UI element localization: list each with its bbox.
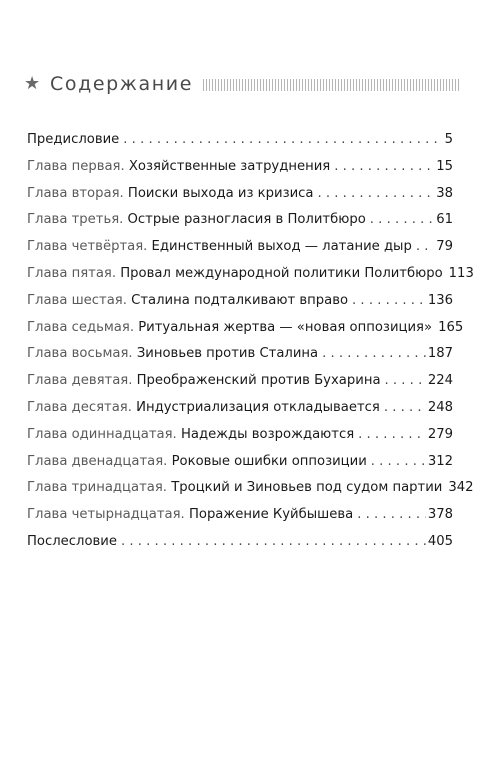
- dot-leader: [358, 427, 426, 442]
- chapter-label: Глава восьмая.: [27, 346, 133, 362]
- chapter-label: Глава первая.: [27, 158, 125, 174]
- page-number: 378: [427, 507, 453, 523]
- toc-entry[interactable]: [27, 265, 474, 293]
- page-number: 312: [427, 453, 453, 469]
- dot-leader: [370, 212, 434, 227]
- header-rule: [203, 79, 460, 91]
- page-number: 5: [444, 132, 453, 147]
- dot-leader: [385, 373, 426, 388]
- chapter-label: Глава десятая.: [27, 399, 132, 415]
- dot-leader: [371, 454, 426, 469]
- toc-entry[interactable]: [27, 454, 453, 481]
- page-number: 405: [427, 533, 453, 549]
- page-number: 187: [427, 346, 453, 362]
- dot-leader: [357, 507, 426, 522]
- page-number: 342: [448, 480, 474, 496]
- page-number: 224: [427, 373, 453, 389]
- chapter-title: Индустриализация откладывается: [136, 399, 380, 415]
- star-icon: ★: [24, 73, 41, 94]
- toc-entry[interactable]: [27, 319, 464, 347]
- toc-entry[interactable]: [27, 346, 453, 373]
- chapter-title: Провал международной политики Политбюро: [120, 265, 443, 281]
- page-number: 165: [438, 319, 464, 335]
- chapter-label: Глава пятая.: [27, 265, 117, 281]
- toc-entry[interactable]: [27, 480, 474, 507]
- toc-entry[interactable]: [27, 400, 453, 427]
- dot-leader: [317, 186, 434, 201]
- page-number: 279: [427, 426, 453, 442]
- page-number: 113: [448, 265, 474, 281]
- chapter-title: Хозяйственные затруднения: [128, 158, 331, 174]
- dot-leader: [352, 293, 426, 308]
- dot-leader: [384, 400, 426, 415]
- chapter-title: Предисловие: [27, 132, 120, 147]
- chapter-label: Глава тринадцатая.: [27, 480, 167, 496]
- chapter-title: Единственный выход — латание дыр: [151, 239, 412, 255]
- chapter-label: Глава четырнадцатая.: [27, 507, 185, 523]
- chapter-title: Острые разногласия в Политбюро: [127, 212, 366, 228]
- contents-header: [24, 70, 460, 98]
- chapter-title: Надежды возрождаются: [180, 426, 355, 442]
- chapter-title: Ритуальная жертва — «новая оппозиция»: [138, 319, 433, 335]
- chapter-label: Глава двенадцатая.: [27, 453, 168, 469]
- page-number: 136: [427, 292, 453, 308]
- toc-entry[interactable]: [27, 132, 453, 159]
- page-number: 15: [436, 158, 453, 174]
- chapter-label: Глава вторая.: [27, 185, 124, 201]
- dot-leader: [334, 159, 434, 174]
- chapter-title: Троцкий и Зиновьев под судом партии: [171, 480, 443, 496]
- dot-leader: [322, 346, 426, 361]
- page-number: 38: [436, 185, 453, 201]
- dot-leader: [416, 239, 434, 254]
- toc-entry[interactable]: [27, 239, 453, 266]
- chapter-label: Глава седьмая.: [27, 319, 135, 335]
- toc-entry[interactable]: [27, 186, 453, 213]
- chapter-label: Глава третья.: [27, 212, 124, 228]
- chapter-label: Глава шестая.: [27, 292, 127, 308]
- chapter-label: Глава одиннадцатая.: [27, 426, 177, 442]
- chapter-title: Послесловие: [27, 533, 117, 549]
- toc-entry[interactable]: [27, 427, 453, 454]
- chapter-title: Зиновьев против Сталина: [136, 346, 319, 362]
- toc-entry[interactable]: [27, 534, 453, 561]
- toc-entry[interactable]: [27, 212, 453, 239]
- page-number: 61: [436, 212, 453, 228]
- page-number: 79: [436, 239, 453, 255]
- chapter-title: Поиски выхода из кризиса: [127, 185, 314, 201]
- toc-entry[interactable]: [27, 159, 453, 186]
- toc-entry[interactable]: [27, 293, 453, 320]
- chapter-title: Преображенский против Бухарина: [136, 373, 381, 389]
- table-of-contents: [27, 132, 474, 561]
- chapter-title: Поражение Куйбышева: [188, 507, 354, 523]
- dot-leader: [123, 132, 442, 147]
- chapter-title: Роковые ошибки оппозиции: [171, 453, 367, 469]
- page-title: Содержание: [50, 73, 193, 95]
- toc-entry[interactable]: [27, 373, 453, 400]
- dot-leader: [121, 534, 426, 549]
- toc-entry[interactable]: [27, 507, 453, 534]
- chapter-label: Глава четвёртая.: [27, 239, 148, 255]
- page-number: 248: [427, 399, 453, 415]
- chapter-label: Глава девятая.: [27, 373, 133, 389]
- chapter-title: Сталина подталкивают вправо: [131, 292, 349, 308]
